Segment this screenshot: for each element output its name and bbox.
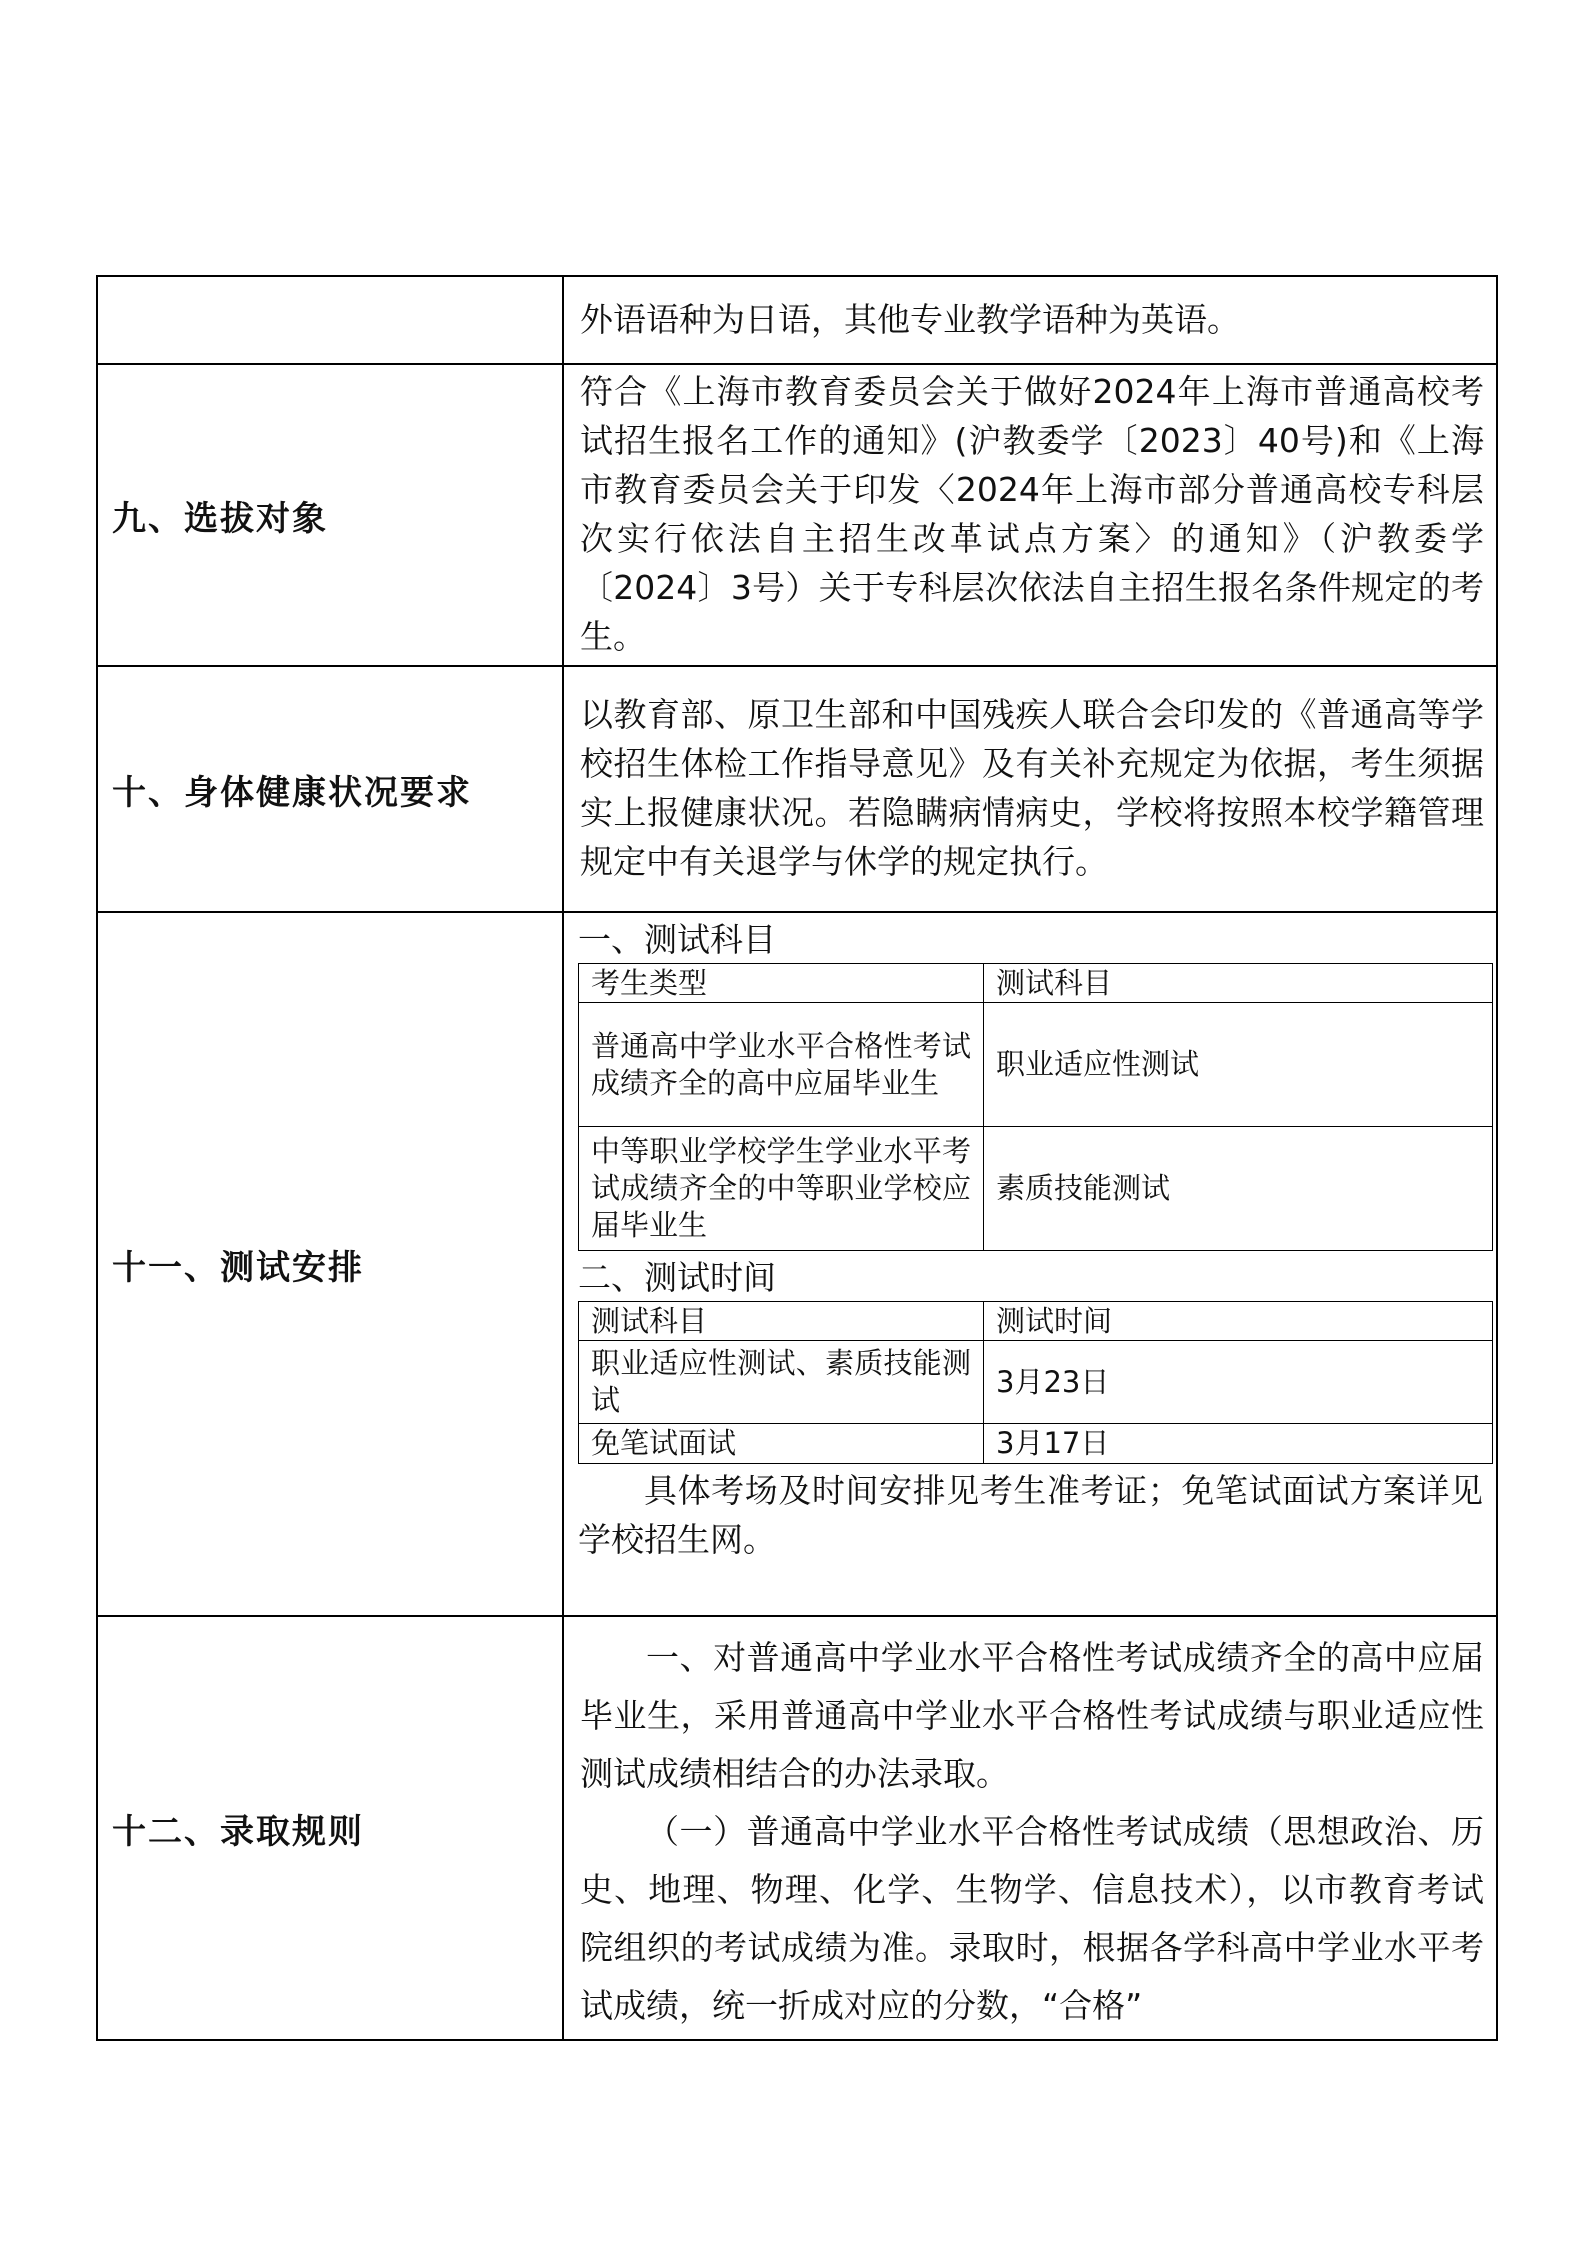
table-row-admission-rules	[97, 1616, 1497, 2040]
row-label-health-requirements: 十、身体健康状况要求	[97, 666, 563, 912]
test-subjects-header-row	[579, 964, 1493, 1003]
row-label-test-arrangement: 十一、测试安排	[97, 912, 563, 1616]
test-time-table	[578, 1301, 1493, 1464]
row-content-selection-target	[563, 364, 1497, 666]
table-row-selection-target	[97, 364, 1497, 666]
column-header-test-subject: 测试科目	[984, 964, 1493, 1003]
table-row-test-arrangement	[97, 912, 1497, 1616]
test-subject-cell: 素质技能测试	[984, 1127, 1493, 1251]
test-subjects-table	[578, 963, 1493, 1251]
test-time-header-row	[579, 1302, 1493, 1341]
row-content-language	[563, 276, 1497, 364]
time-heading: 二、测试时间	[578, 1258, 776, 1297]
row-label-selection-target: 九、选拔对象	[97, 364, 563, 666]
test-subject-cell: 职业适应性测试	[984, 1003, 1493, 1127]
health-requirements-text: 以教育部、原卫生部和中国残疾人联合会印发的《普通高等学校招生体检工作指导意见》及有关补充规定为依据，考生须据实上报健康状况。若隐瞒病情病史，学校将按照本校学籍管理规定中有关退学与休学的规定执行。	[580, 695, 1484, 881]
test-time-cell: 3月23日	[984, 1341, 1493, 1424]
column-header-test-time: 测试时间	[984, 1302, 1493, 1341]
table-row	[579, 1127, 1493, 1251]
admission-rule-paragraph-1: 一、对普通高中学业水平合格性考试成绩齐全的高中应届毕业生，采用普通高中学业水平合格性考试成绩与职业适应性测试成绩相结合的办法录取。	[580, 1638, 1484, 1793]
test-subject-cell: 职业适应性测试、素质技能测试	[579, 1341, 984, 1424]
column-header-test-subject: 测试科目	[579, 1302, 984, 1341]
candidate-type-cell: 中等职业学校学生学业水平考试成绩齐全的中等职业学校应届毕业生	[579, 1127, 984, 1251]
test-subject-cell: 免笔试面试	[579, 1424, 984, 1464]
table-row	[579, 1003, 1493, 1127]
row-content-admission-rules	[563, 1616, 1497, 2040]
row-content-test-arrangement	[563, 912, 1497, 1616]
candidate-type-cell: 普通高中学业水平合格性考试成绩齐全的高中应届毕业生	[579, 1003, 984, 1127]
table-row-continuation	[97, 276, 1497, 364]
row-content-health-requirements	[563, 666, 1497, 912]
row-label-empty	[97, 276, 563, 364]
test-time-cell: 3月17日	[984, 1424, 1493, 1464]
row-label-admission-rules: 十二、录取规则	[97, 1616, 563, 2040]
language-text: 外语语种为日语，其他专业教学语种为英语。	[580, 299, 1240, 339]
table-row	[579, 1341, 1493, 1424]
test-arrangement-note: 具体考场及时间安排见考生准考证；免笔试面试方案详见学校招生网。	[578, 1471, 1483, 1559]
table-row	[579, 1424, 1493, 1464]
subjects-heading: 一、测试科目	[578, 920, 776, 959]
column-header-candidate-type: 考生类型	[579, 964, 984, 1003]
admission-rule-paragraph-2: （一）普通高中学业水平合格性考试成绩（思想政治、历史、地理、物理、化学、生物学、信息技术），以市教育考试院组织的考试成绩为准。录取时，根据各学科高中学业水平考试成绩，统一折成对应的分数，“合格”	[580, 1812, 1484, 2025]
table-row-health-requirements	[97, 666, 1497, 912]
selection-target-text: 符合《上海市教育委员会关于做好2024年上海市普通高校考试招生报名工作的通知》(沪教委学〔2023〕40号)和《上海市教育委员会关于印发〈2024年上海市部分普通高校专科层次实行依法自主招生改革试点方案〉的通知》（沪教委学〔2024〕3号）关于专科层次依法自主招生报名条件规定的考生。	[580, 372, 1484, 656]
admission-rules-table	[96, 275, 1498, 2041]
